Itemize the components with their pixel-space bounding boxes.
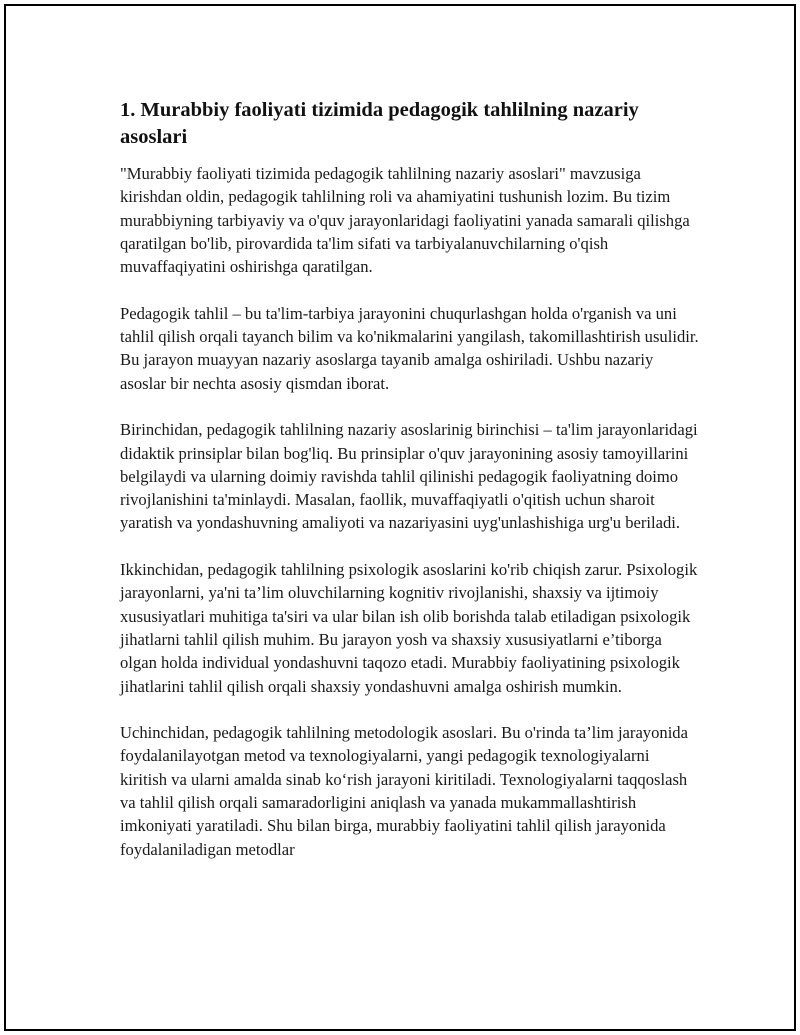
paragraph-first-point: Birinchidan, pedagogik tahlilning nazariy asoslarinig birinchisi – ta'lim jarayonlaridagi didaktik prinsiplar bilan bog'liq. Bu prinsiplar o'quv jarayonining asosiy tamoyillarini belgilaydi va ularning doimiy ravishda tahlil qilinishi pedagogik faoliyatning doimo rivojlanishini ta'minlaydi. Masalan, faollik, muvaffaqiyatli o'qitish uchun sharoit yaratish va yondashuvning amaliyoti va nazariyasini uyg'unlashishiga urg'u beriladi. xyxy=(120,420,698,533)
paragraph-second-point: Ikkinchidan, pedagogik tahlilning psixologik asoslarini ko'rib chiqish zarur. Psixologik jarayonlarni, ya'ni ta’lim oluvchilarning kognitiv rivojlanishi, shaxsiy va ijtimoiy xususiyatlari muhitiga ta'siri va ular bilan ish olib borishda talab etiladigan psixologik jihatlarni tahlil qilish muhim. Bu jarayon yosh va shaxsiy xususiyatlarni e’tiborga olgan holda individual yondashuvni taqozo etadi. Murabbiy faoliyatining psixologik jihatlarini tahlil qilish orqali shaxsiy yondashuvni amalga oshirish mumkin. xyxy=(120,560,698,696)
paragraph-definition: Pedagogik tahlil – bu ta'lim-tarbiya jarayonini chuqurlashgan holda o'rganish va uni tahlil qilish orqali tayanch bilim va ko'nikmalarini yangilash, takomillashtirish usulidir. Bu jarayon muayyan nazariy asoslarga tayanib amalga oshiriladi. Ushbu nazariy asoslar bir nechta asosiy qismdan iborat. xyxy=(120,303,699,393)
paragraph-third-point: Uchinchidan, pedagogik tahlilning metodologik asoslari. Bu o'rinda ta’lim jarayonida foydalanilayotgan metod va texnologiyalarni, yangi pedagogik texnologiyalarni kiritish va ularni amalda sinab ko‘rish jarayoni kiritiladi. Texnologiyalarni taqqoslash va tahlil qilish orqali samaradorligini aniqlash va yanada mukammallashtirish imkoniyati yaratiladi. Shu bilan birga, murabbiy faoliyatini tahlil qilish jarayonida foydalaniladigan metodlar xyxy=(120,723,688,859)
paragraph-intro: "Murabbiy faoliyati tizimida pedagogik tahlilning nazariy asoslari" mavzusiga kirishdan oldin, pedagogik tahlilning roli va ahamiyatini tushunish lozim. Bu tizim murabbiyning tarbiyaviy va o'quv jarayonlaridagi faoliyatini yanada samarali qilishga qaratilgan bo'lib, pirovardida ta'lim sifati va tarbiyalanuvchilarning o'qish muvaffaqiyatini oshirishga qaratilgan. xyxy=(120,164,690,277)
document-body xyxy=(120,97,700,884)
section-heading: 1. Murabbiy faoliyati tizimida pedagogik tahlilning nazariy asoslari xyxy=(120,99,639,148)
page-frame xyxy=(4,4,796,1031)
